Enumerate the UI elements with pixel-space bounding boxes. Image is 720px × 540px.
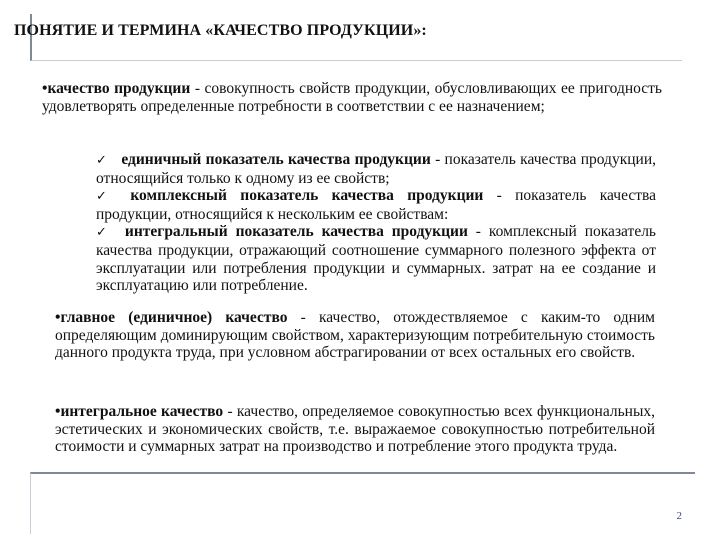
bullet-marker: •: [55, 309, 61, 326]
indicator-text: - показатель качества продукции, относящийся только к одному из ее свойств;: [96, 151, 656, 187]
checkmark-icon: ✓: [96, 225, 111, 241]
indicators-list: [96, 151, 656, 295]
definition-term: интегральное качество: [60, 403, 224, 420]
definition-term: главное (единичное) качество: [60, 309, 288, 326]
checkmark-icon: ✓: [96, 153, 108, 168]
definition-main-quality: [55, 309, 655, 362]
bullet-marker: •: [55, 403, 61, 420]
bullet-marker: •: [42, 80, 48, 97]
definition-text: - совокупность свойств продукции, обусловливающих ее пригодность удовлетворять определенные потребности в соответствии с ее назначением;: [42, 80, 663, 115]
indicator-text: - показатель качества продукции, относящийся к нескольким ее свойствам:: [96, 187, 656, 223]
definition-term: качество продукции: [47, 80, 191, 97]
definition-text: - качество, отождествляемое с каким-то одним определяющим доминирующим свойством, характеризующим потребительную стоимость данного продукта труда, при условном абстрагировании от всех остальных его свойств.: [55, 309, 655, 362]
indicator-term: единичный показатель качества продукции: [121, 151, 431, 168]
indicator-integral: [96, 223, 656, 294]
definition-text: - качество, определяемое совокупностью всех функциональных, эстетических и экономических свойств, т.е. выражаемое совокупностью потребительной стоимости и суммарных затрат на производство и потребление этого продукта труда.: [55, 403, 655, 456]
indicator-single: [96, 151, 656, 187]
indicator-complex: [96, 187, 656, 223]
checkmark-icon: ✓: [96, 189, 117, 205]
page-number: 2: [676, 510, 682, 522]
indicator-text: - комплексный показатель качества продукции, отражающий соотношение суммарного полезного эффекта от эксплуатации или потребления продукции и суммарных. затрат на ее создание и эксплуатацию или потребление.: [96, 223, 656, 295]
footer-frame: [30, 472, 695, 534]
indicator-term: интегральный показатель качества продукции: [124, 223, 468, 241]
definition-integral-quality: [55, 403, 655, 456]
definition-quality-of-product: [42, 80, 662, 115]
page-title: ПОНЯТИЕ И ТЕРМИНА «КАЧЕСТВО ПРОДУКЦИИ»:: [14, 22, 427, 39]
indicator-term: комплексный показатель качества продукции: [130, 187, 484, 205]
